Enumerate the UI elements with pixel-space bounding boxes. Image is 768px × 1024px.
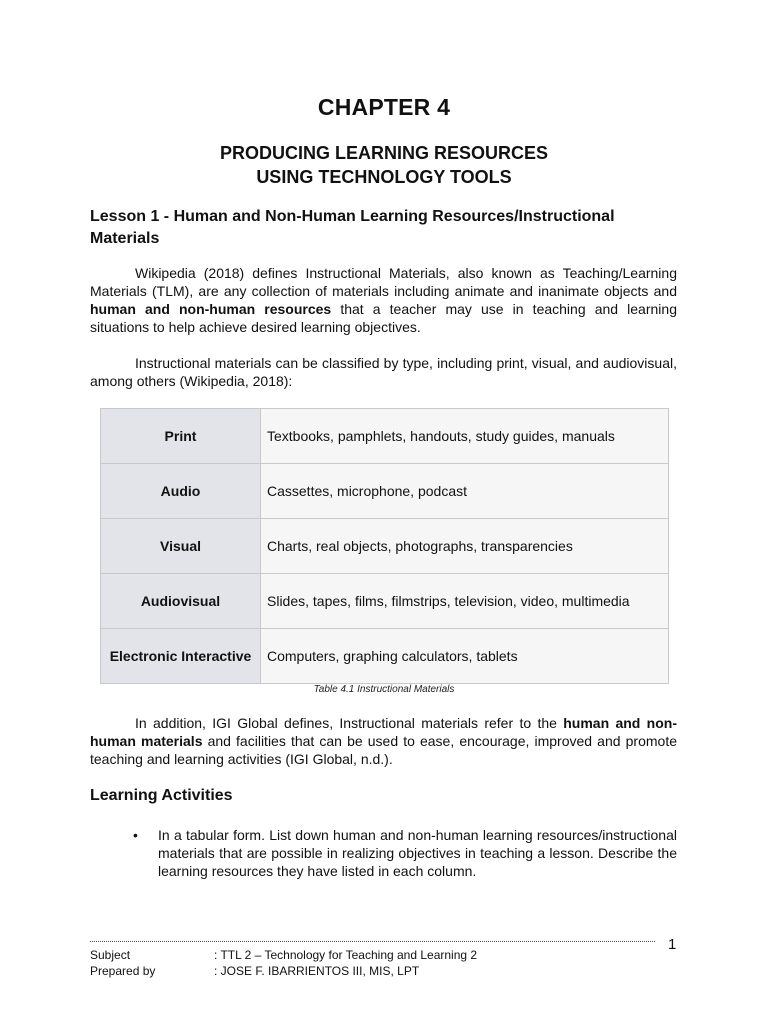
- table-examples-cell: Cassettes, microphone, podcast: [261, 464, 669, 519]
- chapter-subtitle-line-1: PRODUCING LEARNING RESOURCES: [219, 143, 549, 163]
- table-type-cell: Print: [101, 409, 261, 464]
- table-examples-cell: Computers, graphing calculators, tablets: [261, 629, 669, 684]
- table-examples-cell: Slides, tapes, films, filmstrips, television, video, multimedia: [261, 574, 669, 629]
- table-examples-cell: Charts, real objects, photographs, transparencies: [261, 519, 669, 574]
- paragraph-definition: [90, 264, 677, 336]
- paragraph-igi-definition: [90, 714, 677, 768]
- paragraph-igi-emphasis: human and non- human materials: [90, 715, 677, 749]
- list-item-text: In a tabular form. List down human and non-human learning resources/instructional materials that are possible in realizing objectives in teaching a lesson. Describe the learning resources they have listed in each column.: [158, 827, 677, 879]
- paragraph-igi-text-1: In addition, IGI Global defines, Instructional materials refer to the: [135, 715, 564, 731]
- table-examples-cell: Textbooks, pamphlets, handouts, study guides, manuals: [261, 409, 669, 464]
- paragraph-definition-emphasis: human and non-human resources: [90, 301, 332, 317]
- table-type-cell: Audio: [101, 464, 261, 519]
- footer-prepared-row: [90, 964, 419, 979]
- paragraph-definition-text-1: Wikipedia (2018) defines Instructional Materials, also known as Teaching/Learning Materials (TLM), are any collection of materials including animate and inanimate objects and: [90, 265, 677, 299]
- bullet-icon: •: [133, 827, 138, 843]
- footer-divider: [90, 941, 655, 942]
- table-type-cell: Audiovisual: [101, 574, 261, 629]
- table-caption: Table 4.1 Instructional Materials: [313, 684, 455, 695]
- learning-activities-list: [90, 826, 677, 880]
- page-number: 1: [668, 936, 677, 953]
- learning-activities-heading: Learning Activities: [90, 787, 233, 804]
- list-item: [90, 826, 677, 880]
- paragraph-igi-text-2: and facilities that can be used to ease, encourage, improved and promote teaching and learning activities (IGI Global, n.d.).: [90, 733, 677, 767]
- table-row: [101, 409, 669, 464]
- table-row: [101, 574, 669, 629]
- footer-subject-value: : TTL 2 – Technology for Teaching and Learning 2: [214, 948, 478, 962]
- lesson-heading: Lesson 1 - Human and Non-Human Learning Resources/Instructional Materials: [90, 208, 615, 247]
- table-row: [101, 464, 669, 519]
- paragraph-classification: Instructional materials can be classified by type, including print, visual, and audiovisual, among others (Wikipedia, 2018):: [90, 355, 677, 389]
- paragraph-definition-text-2: that a teacher may use in teaching and learning situations to help achieve desired learning objectives.: [90, 301, 677, 335]
- table-type-cell: Electronic Interactive: [101, 629, 261, 684]
- footer-prepared-value: : JOSE F. IBARRIENTOS III, MIS, LPT: [214, 964, 420, 978]
- footer-prepared-label: Prepared by: [90, 964, 156, 978]
- table-row: [101, 629, 669, 684]
- table-row: [101, 519, 669, 574]
- footer-subject-label: Subject: [90, 948, 131, 962]
- chapter-subtitle-line-2: USING TECHNOLOGY TOOLS: [256, 167, 512, 187]
- footer-subject-row: [90, 948, 477, 963]
- chapter-title: CHAPTER 4: [317, 94, 451, 120]
- table-type-cell: Visual: [101, 519, 261, 574]
- instructional-materials-table: [100, 408, 669, 684]
- chapter-subtitle: [0, 141, 768, 189]
